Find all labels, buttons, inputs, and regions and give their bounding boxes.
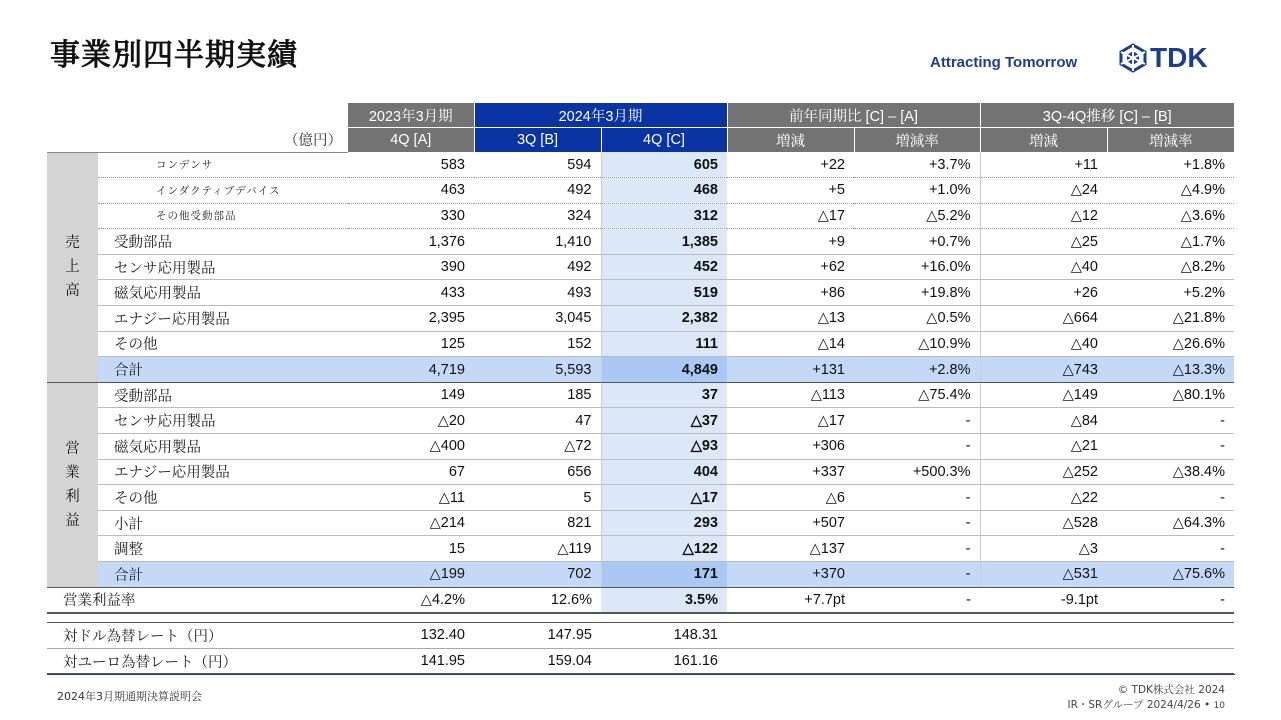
brand-tagline: Attracting Tomorrow bbox=[930, 54, 1078, 71]
header-rate-qoq: 増減率 bbox=[1107, 128, 1234, 153]
sales-cell-d1: +131 bbox=[727, 357, 854, 383]
profit-row-label: 磁気応用製品 bbox=[98, 434, 348, 460]
fx-cell-a: 141.95 bbox=[348, 648, 474, 674]
profit-cell-a: △199 bbox=[348, 562, 474, 588]
fx-cell-c: 161.16 bbox=[601, 648, 727, 674]
sales-cell-r1: △10.9% bbox=[854, 331, 980, 357]
sales-cell-a: 125 bbox=[348, 331, 474, 357]
sales-cell-r2: △1.7% bbox=[1107, 229, 1234, 255]
profit-cell-d2: △21 bbox=[980, 434, 1107, 460]
table-body bbox=[47, 103, 1234, 674]
profit-cell-r2: - bbox=[1107, 408, 1234, 434]
logo-text: TDK bbox=[1150, 42, 1208, 73]
sales-cell-r1: +1.0% bbox=[854, 178, 980, 204]
profit-row bbox=[47, 510, 1234, 536]
profit-cell-b: 656 bbox=[474, 459, 601, 485]
sales-row-label: その他 bbox=[98, 331, 348, 357]
profit-cell-d1: +306 bbox=[727, 434, 854, 460]
profit-cell-d1: +370 bbox=[727, 562, 854, 588]
profit-cell-d2: △528 bbox=[980, 510, 1107, 536]
profit-row-label: その他 bbox=[98, 485, 348, 511]
sales-row-label: インダクティブデバイス bbox=[98, 178, 348, 204]
sales-cell-c: 605 bbox=[601, 152, 727, 178]
profit-cell-c: △93 bbox=[601, 434, 727, 460]
profit-cell-d2: △84 bbox=[980, 408, 1107, 434]
sales-row bbox=[47, 306, 1234, 332]
sales-row-label: センサ応用製品 bbox=[98, 254, 348, 280]
profit-row-label: 調整 bbox=[98, 536, 348, 562]
margin-cell-d2: -9.1pt bbox=[980, 587, 1107, 613]
margin-row bbox=[47, 587, 1234, 613]
profit-cell-c: △37 bbox=[601, 408, 727, 434]
profit-cell-d2: △149 bbox=[980, 382, 1107, 408]
profit-row-label: エナジー応用製品 bbox=[98, 459, 348, 485]
header-rate-yoy: 増減率 bbox=[854, 128, 980, 153]
profit-cell-d1: +337 bbox=[727, 459, 854, 485]
sales-row bbox=[47, 203, 1234, 229]
sales-row bbox=[47, 152, 1234, 178]
profit-cell-d2: △531 bbox=[980, 562, 1107, 588]
margin-cell-c: 3.5% bbox=[601, 587, 727, 613]
profit-cell-r1: +500.3% bbox=[854, 459, 980, 485]
header-fy2024: 2024年3月期 bbox=[474, 103, 727, 128]
sales-cell-c: 452 bbox=[601, 254, 727, 280]
sales-cell-a: 433 bbox=[348, 280, 474, 306]
profit-cell-r2: - bbox=[1107, 536, 1234, 562]
sales-cell-r2: △3.6% bbox=[1107, 203, 1234, 229]
sales-cell-d1: +22 bbox=[727, 152, 854, 178]
profit-cell-c: △17 bbox=[601, 485, 727, 511]
fx-row-label: 対ユーロ為替レート（円） bbox=[47, 648, 348, 674]
profit-cell-d1: △6 bbox=[727, 485, 854, 511]
sales-row bbox=[47, 331, 1234, 357]
sales-cell-r2: +1.8% bbox=[1107, 152, 1234, 178]
sales-cell-d2: △25 bbox=[980, 229, 1107, 255]
profit-cell-r2: △38.4% bbox=[1107, 459, 1234, 485]
profit-cell-a: △11 bbox=[348, 485, 474, 511]
sales-cell-a: 583 bbox=[348, 152, 474, 178]
margin-row-label: 営業利益率 bbox=[47, 587, 348, 613]
profit-row bbox=[47, 562, 1234, 588]
sales-cell-d1: +62 bbox=[727, 254, 854, 280]
sales-cell-d1: +86 bbox=[727, 280, 854, 306]
margin-cell-b: 12.6% bbox=[474, 587, 601, 613]
profit-cell-b: △72 bbox=[474, 434, 601, 460]
profit-cell-a: 67 bbox=[348, 459, 474, 485]
profit-cell-c: 404 bbox=[601, 459, 727, 485]
footer-event-name: 2024年3月期通期決算説明会 bbox=[57, 690, 202, 703]
page-number: 10 bbox=[1213, 701, 1225, 711]
fx-cell-b: 147.95 bbox=[474, 623, 601, 649]
header-diff-yoy: 増減 bbox=[727, 128, 854, 153]
sales-cell-b: 492 bbox=[474, 178, 601, 204]
profit-cell-d1: △17 bbox=[727, 408, 854, 434]
sales-group-char: 売 bbox=[65, 235, 80, 252]
sales-cell-b: 3,045 bbox=[474, 306, 601, 332]
profit-cell-d2: △3 bbox=[980, 536, 1107, 562]
sales-cell-a: 330 bbox=[348, 203, 474, 229]
profit-cell-r2: - bbox=[1107, 485, 1234, 511]
sales-cell-d2: △664 bbox=[980, 306, 1107, 332]
sales-cell-c: 1,385 bbox=[601, 229, 727, 255]
profit-cell-r1: - bbox=[854, 434, 980, 460]
sales-cell-d1: △13 bbox=[727, 306, 854, 332]
header-row-periods bbox=[47, 103, 1234, 128]
sales-cell-r2: △21.8% bbox=[1107, 306, 1234, 332]
sales-cell-d1: +5 bbox=[727, 178, 854, 204]
header-fy2023: 2023年3月期 bbox=[348, 103, 474, 128]
tdk-emblem-icon bbox=[1118, 43, 1148, 73]
header-col-a: 4Q [A] bbox=[348, 128, 474, 153]
profit-cell-c: △122 bbox=[601, 536, 727, 562]
profit-cell-b: 185 bbox=[474, 382, 601, 408]
sales-cell-c: 2,382 bbox=[601, 306, 727, 332]
sales-cell-a: 2,395 bbox=[348, 306, 474, 332]
profit-group-char: 営 bbox=[65, 440, 80, 457]
sales-cell-d2: +26 bbox=[980, 280, 1107, 306]
sales-cell-a: 463 bbox=[348, 178, 474, 204]
profit-cell-r1: - bbox=[854, 510, 980, 536]
results-table bbox=[47, 103, 1234, 675]
header-col-b: 3Q [B] bbox=[474, 128, 601, 153]
sales-cell-b: 594 bbox=[474, 152, 601, 178]
sales-cell-d2: △40 bbox=[980, 331, 1107, 357]
sales-cell-d2: △743 bbox=[980, 357, 1107, 383]
sales-cell-r2: +5.2% bbox=[1107, 280, 1234, 306]
profit-cell-c: 171 bbox=[601, 562, 727, 588]
profit-row-label: センサ応用製品 bbox=[98, 408, 348, 434]
sales-group-char: 高 bbox=[65, 283, 80, 300]
sales-cell-r1: +3.7% bbox=[854, 152, 980, 178]
profit-cell-r2: - bbox=[1107, 434, 1234, 460]
sales-cell-c: 468 bbox=[601, 178, 727, 204]
profit-cell-a: △214 bbox=[348, 510, 474, 536]
footer-dept bbox=[1067, 697, 1225, 712]
sales-cell-r1: +16.0% bbox=[854, 254, 980, 280]
fx-row-label: 対ドル為替レート（円） bbox=[47, 623, 348, 649]
unit-label: （億円） bbox=[47, 128, 348, 153]
sales-cell-r2: △8.2% bbox=[1107, 254, 1234, 280]
sales-cell-a: 4,719 bbox=[348, 357, 474, 383]
sales-cell-d1: △17 bbox=[727, 203, 854, 229]
profit-cell-c: 37 bbox=[601, 382, 727, 408]
sales-cell-r1: +0.7% bbox=[854, 229, 980, 255]
profit-row bbox=[47, 382, 1234, 408]
profit-cell-r1: - bbox=[854, 562, 980, 588]
sales-cell-d2: +11 bbox=[980, 152, 1107, 178]
profit-cell-r1: △75.4% bbox=[854, 382, 980, 408]
sales-cell-r1: △0.5% bbox=[854, 306, 980, 332]
profit-cell-r2: △64.3% bbox=[1107, 510, 1234, 536]
sales-cell-b: 5,593 bbox=[474, 357, 601, 383]
profit-group-char: 益 bbox=[65, 512, 80, 529]
sales-cell-d1: △14 bbox=[727, 331, 854, 357]
footer-copyright: © TDK株式会社 2024 bbox=[1117, 684, 1225, 696]
sales-cell-c: 4,849 bbox=[601, 357, 727, 383]
profit-cell-c: 293 bbox=[601, 510, 727, 536]
profit-cell-d2: △22 bbox=[980, 485, 1107, 511]
profit-row-label: 合計 bbox=[98, 562, 348, 588]
profit-cell-b: 5 bbox=[474, 485, 601, 511]
sales-group-char: 上 bbox=[65, 259, 80, 276]
sales-row-label: エナジー応用製品 bbox=[98, 306, 348, 332]
sales-group-label bbox=[47, 152, 98, 382]
sales-row-label: その他受動部品 bbox=[98, 203, 348, 229]
profit-cell-r1: - bbox=[854, 485, 980, 511]
profit-cell-d1: +507 bbox=[727, 510, 854, 536]
profit-cell-d1: △137 bbox=[727, 536, 854, 562]
sales-cell-d2: △24 bbox=[980, 178, 1107, 204]
header-yoy: 前年同期比 [C] – [A] bbox=[727, 103, 980, 128]
fx-cell-c: 148.31 bbox=[601, 623, 727, 649]
sales-cell-a: 390 bbox=[348, 254, 474, 280]
profit-row bbox=[47, 434, 1234, 460]
profit-cell-b: 821 bbox=[474, 510, 601, 536]
header-row-columns bbox=[47, 128, 1234, 153]
profit-cell-b: 47 bbox=[474, 408, 601, 434]
margin-cell-r2: - bbox=[1107, 587, 1234, 613]
fx-cell-a: 132.40 bbox=[348, 623, 474, 649]
footer-divider bbox=[47, 674, 1235, 675]
profit-cell-b: △119 bbox=[474, 536, 601, 562]
sales-cell-d1: +9 bbox=[727, 229, 854, 255]
profit-row-label: 小計 bbox=[98, 510, 348, 536]
sales-cell-c: 111 bbox=[601, 331, 727, 357]
profit-cell-b: 702 bbox=[474, 562, 601, 588]
sales-cell-c: 519 bbox=[601, 280, 727, 306]
profit-group-char: 業 bbox=[65, 464, 80, 481]
sales-row-label: 磁気応用製品 bbox=[98, 280, 348, 306]
sales-row bbox=[47, 178, 1234, 204]
header-col-c: 4Q [C] bbox=[601, 128, 727, 153]
spacer-row bbox=[47, 613, 1234, 623]
sales-cell-r1: +2.8% bbox=[854, 357, 980, 383]
sales-row-label: コンデンサ bbox=[98, 152, 348, 178]
profit-cell-r2: △80.1% bbox=[1107, 382, 1234, 408]
header-qoq: 3Q-4Q推移 [C] – [B] bbox=[980, 103, 1234, 128]
sales-cell-b: 1,410 bbox=[474, 229, 601, 255]
profit-row bbox=[47, 408, 1234, 434]
profit-cell-a: 149 bbox=[348, 382, 474, 408]
sales-cell-b: 492 bbox=[474, 254, 601, 280]
profit-cell-a: △20 bbox=[348, 408, 474, 434]
sales-cell-r1: △5.2% bbox=[854, 203, 980, 229]
sales-cell-r2: △4.9% bbox=[1107, 178, 1234, 204]
sales-row bbox=[47, 254, 1234, 280]
profit-cell-d2: △252 bbox=[980, 459, 1107, 485]
fx-cell-b: 159.04 bbox=[474, 648, 601, 674]
margin-cell-r1: - bbox=[854, 587, 980, 613]
profit-row bbox=[47, 536, 1234, 562]
profit-cell-r1: - bbox=[854, 536, 980, 562]
sales-cell-b: 152 bbox=[474, 331, 601, 357]
page-title: 事業別四半期実績 bbox=[50, 38, 298, 73]
margin-cell-a: △4.2% bbox=[348, 587, 474, 613]
sales-cell-b: 493 bbox=[474, 280, 601, 306]
profit-group-char: 利 bbox=[65, 488, 80, 505]
profit-row bbox=[47, 459, 1234, 485]
profit-cell-a: △400 bbox=[348, 434, 474, 460]
sales-row-label: 受動部品 bbox=[98, 229, 348, 255]
footer-dept-text: IR・SRグループ 2024/4/26 • bbox=[1067, 699, 1211, 711]
fx-row bbox=[47, 648, 1234, 674]
header-diff-qoq: 増減 bbox=[980, 128, 1107, 153]
sales-cell-r1: +19.8% bbox=[854, 280, 980, 306]
profit-group-label bbox=[47, 382, 98, 587]
profit-row-label: 受動部品 bbox=[98, 382, 348, 408]
tdk-logo bbox=[1118, 42, 1208, 74]
sales-cell-r2: △13.3% bbox=[1107, 357, 1234, 383]
profit-cell-d1: △113 bbox=[727, 382, 854, 408]
fx-row bbox=[47, 623, 1234, 649]
sales-cell-b: 324 bbox=[474, 203, 601, 229]
sales-cell-a: 1,376 bbox=[348, 229, 474, 255]
profit-row bbox=[47, 485, 1234, 511]
sales-row bbox=[47, 280, 1234, 306]
profit-cell-r1: - bbox=[854, 408, 980, 434]
profit-cell-a: 15 bbox=[348, 536, 474, 562]
sales-cell-d2: △12 bbox=[980, 203, 1107, 229]
sales-cell-d2: △40 bbox=[980, 254, 1107, 280]
margin-cell-d1: +7.7pt bbox=[727, 587, 854, 613]
sales-row bbox=[47, 229, 1234, 255]
sales-row bbox=[47, 357, 1234, 383]
sales-cell-c: 312 bbox=[601, 203, 727, 229]
sales-cell-r2: △26.6% bbox=[1107, 331, 1234, 357]
sales-row-label: 合計 bbox=[98, 357, 348, 383]
profit-cell-r2: △75.6% bbox=[1107, 562, 1234, 588]
